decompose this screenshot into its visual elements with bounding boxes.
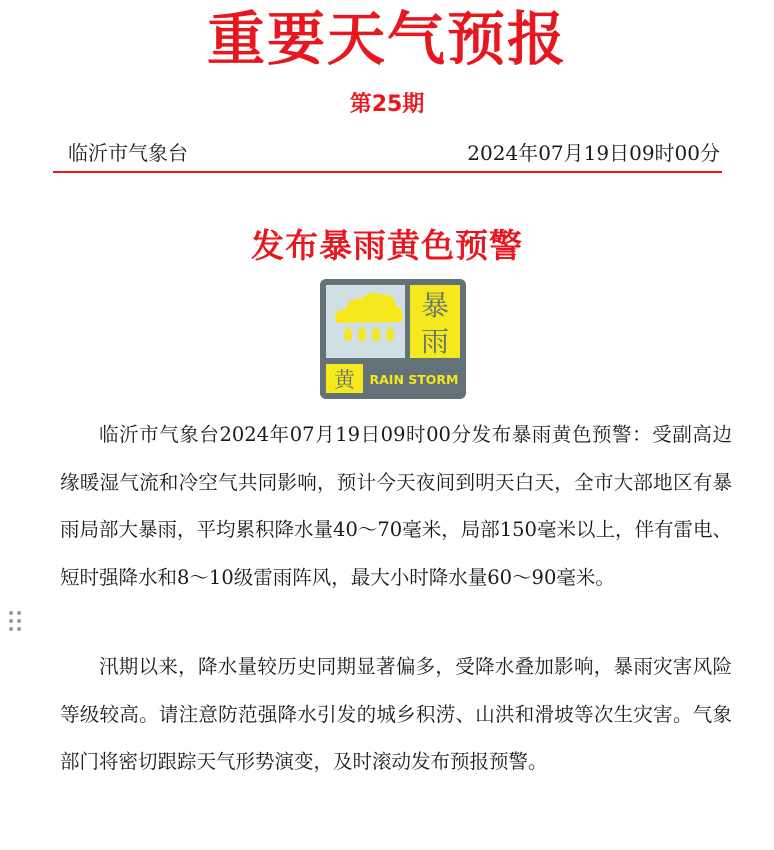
icon-label-cn: 暴雨 — [420, 289, 450, 358]
warning-paragraph-2: 汛期以来，降水量较历史同期显著偏多，受降水叠加影响，暴雨灾害风险等级较高。请注意防范强降水引发的城乡积涝、山洪和滑坡等次生灾害。气象部门将密切跟踪天气形势演变，及时滚动发布预报预警。 — [60, 655, 732, 774]
warning-paragraph-1: 临沂市气象台2024年07月19日09时00分发布暴雨黄色预警：受副高边缘暖湿气流和冷空气共同影响，预计今天夜间到明天白天，全市大部地区有暴雨局部大暴雨，平均累积降水量40～70毫米，局部150毫米以上，伴有雷电、短时强降水和8～10级雷雨阵风，最大小时降水量60～90毫米。 — [60, 423, 732, 589]
header-divider — [53, 171, 722, 173]
icon-level-cn: 黄 — [334, 368, 355, 392]
issue-number: 第25期 — [349, 92, 425, 117]
issue-datetime: 2024年07月19日09时00分 — [467, 141, 720, 165]
drag-handle-icon[interactable] — [9, 611, 23, 633]
document-title: 重要天气预报 — [206, 5, 567, 73]
warning-title: 发布暴雨黄色预警 — [251, 226, 523, 265]
issuing-organization: 临沂市气象台 — [68, 141, 188, 165]
icon-label-en: RAIN STORM — [369, 372, 459, 387]
rainstorm-yellow-warning-icon — [320, 279, 466, 399]
